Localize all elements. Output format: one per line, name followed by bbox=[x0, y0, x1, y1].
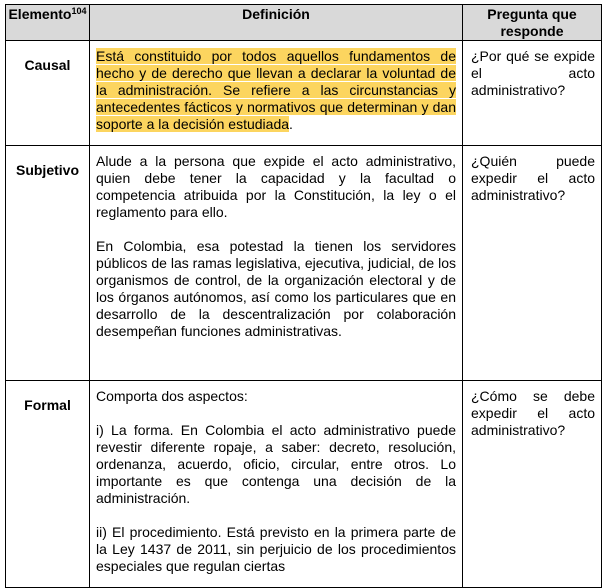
table-row bbox=[6, 146, 602, 381]
definition-paragraph: Comporta dos aspectos: bbox=[96, 388, 248, 404]
element-definition bbox=[90, 41, 463, 146]
definition-paragraph: Alude a la persona que expide el acto administrativo, quien debe tener la capacidad y la facultad o competencia atribuida por la Constitución, la ley o el reglamento para ello. bbox=[96, 153, 456, 220]
element-name: Formal bbox=[6, 381, 90, 588]
element-definition bbox=[90, 381, 463, 588]
header-question: Pregunta que responde bbox=[463, 5, 602, 41]
element-name: Subjetivo bbox=[6, 146, 90, 381]
highlighted-text: Está constituido por todos aquellos fundamentos de hecho y de derecho que llevan a declarar la voluntad de la administración. Se refiere a las circunstancias y antecedentes fácticos y normativos que determinan y dan soporte a la decisión estudiada bbox=[96, 48, 456, 132]
elements-table bbox=[5, 4, 602, 588]
definition-paragraph: En Colombia, esa potestad la tienen los servidores públicos de las ramas legislativa, ejecutiva, judicial, de los organismos de control, de la organización electoral y de los órganos autónomos, así como los particulares que en desarrollo de la descentralización por colaboración desempeñan funciones administrativas. bbox=[96, 238, 456, 339]
table-header-row bbox=[6, 5, 602, 41]
footnote-ref: 104 bbox=[71, 6, 87, 16]
definition-paragraph: ii) El procedimiento. Está previsto en la primera parte de la Ley 1437 de 2011, sin perjuicio de los procedimientos especiales que regulan ciertas bbox=[96, 524, 456, 574]
header-definition: Definición bbox=[90, 5, 463, 41]
header-element bbox=[6, 5, 90, 41]
element-question: ¿Quién puede expedir el acto administrativo? bbox=[463, 146, 602, 381]
table-row bbox=[6, 381, 602, 588]
definition-paragraph: i) La forma. En Colombia el acto administrativo puede revestir diferente ropaje, a saber: decreto, resolución, ordenanza, acuerdo, oficio, circular, entre otros. Lo importante es que contenga una decisión de la administración. bbox=[96, 422, 456, 506]
table-row bbox=[6, 41, 602, 146]
element-question: ¿Cómo se debe expedir el acto administrativo? bbox=[463, 381, 602, 588]
element-question: ¿Por qué se expide el acto administrativo? bbox=[463, 41, 602, 146]
header-element-label: Elemento bbox=[8, 6, 72, 22]
element-definition bbox=[90, 146, 463, 381]
definition-period: . bbox=[289, 116, 293, 132]
element-name: Causal bbox=[6, 41, 90, 146]
